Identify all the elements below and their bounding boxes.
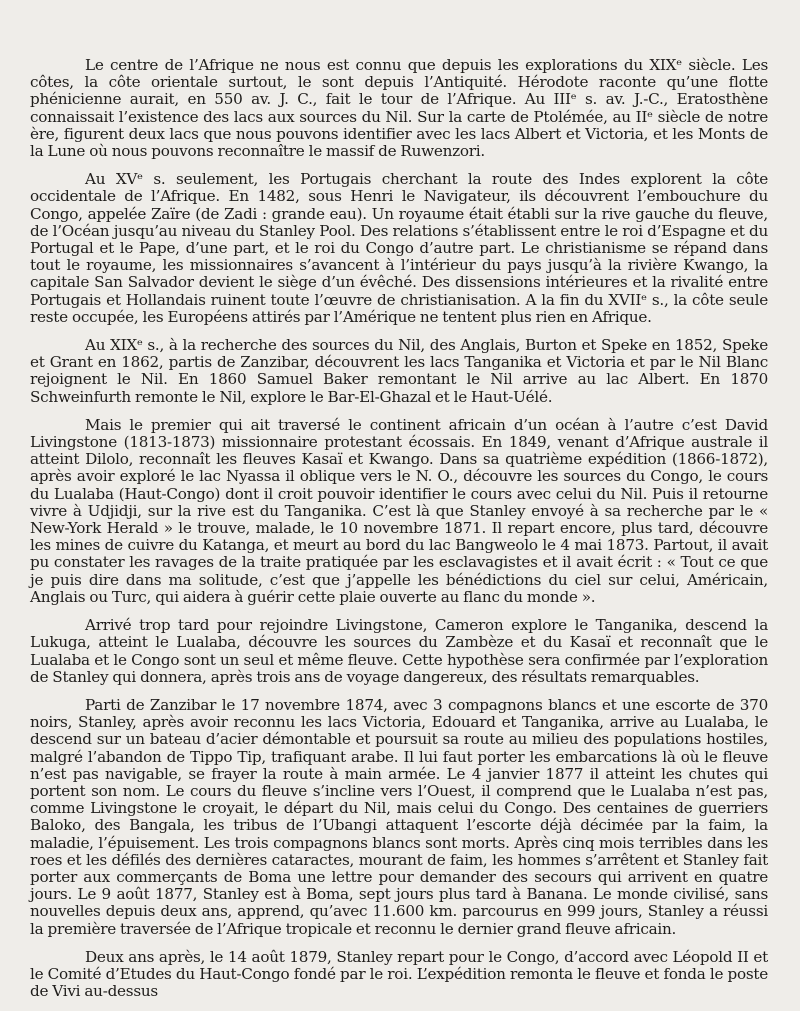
paragraph-nile-sources: Au XIXᵉ s., à la recherche des sources du Nil, des Anglais, Burton et Speke en 1852, Speke et Grant en 1862, partis de Zanzibar, découvrent les lacs Tanganika et Victoria et par le Nil Blanc rejoignent le Nil. En 1860 Samuel Baker remontant le Nil arrive au lac Albert. En 1870 Schweinfurth remonte le Nil, explore le Bar-El-Ghazal et le Haut-Uélé. bbox=[30, 336, 768, 406]
paragraph-cameron: Arrivé trop tard pour rejoindre Livingstone, Cameron explore le Tanganika, descend la Lukuga, atteint le Lualaba, découvre les sources du Zambèze et du Kasaï et reconnaît que le Lualaba et le Congo sont un seul et même fleuve. Cette hypothèse sera confirmée par l’exploration de Stanley qui donnera, après trois ans de voyage dangereux, des résultats remarquables. bbox=[30, 616, 768, 686]
paragraph-livingstone: Mais le premier qui ait traversé le continent africain d’un océan à l’autre c’est David Livingstone (1813-1873) missionnaire protestant écossais. En 1849, venant d’Afrique australe il atteint Dilolo, reconnaît les fleuves Kasaï et Kwango. Dans sa quatrième expédition (1866-1872), après avoir exploré le lac Nyassa il oblique vers le N. O., découvre les sources du Congo, le cours du Lualaba (Haut-Congo) dont il croit pouvoir identifier le cours avec celui du Nil. Puis il retourne vivre à Udjidji, sur la rive est du Tanganika. C’est là que Stanley envoyé à sa recherche par le « New-York Herald » le trouve, malade, le 10 novembre 1871. Il repart encore, plus tard, découvre les mines de cuivre du Katanga, et meurt au bord du lac Bangweolo le 4 mai 1873. Partout, il avait pu constater les ravages de la traite pratiquée par les esclavagistes et il avait écrit : « Tout ce que je puis dire dans ma solitude, c’est que j’appelle les bénédictions du ciel sur celui, Américain, Anglais ou Turc, qui aidera à guérir cette plaie ouverte au flanc du monde ». bbox=[30, 415, 768, 606]
paragraph-stanley-return: Deux ans après, le 14 août 1879, Stanley repart pour le Congo, d’accord avec Léopold II et le Comité d’Etudes du Haut-Congo fondé par le roi. L’expédition remonta le fleuve et fonda le poste de Vivi au-dessus bbox=[30, 947, 768, 1001]
paragraph-antiquity: Le centre de l’Afrique ne nous est connu que depuis les explorations du XIXᵉ siècle. Les côtes, la côte orientale surtout, le sont depuis l’Antiquité. Hérodote raconte qu’une flotte phénicienne aurait, en 550 av. J. C., fait le tour de l’Afrique. Au IIIᵉ s. av. J.-C., Eratosthène connaissait l’existence des lacs aux sources du Nil. Sur la carte de Ptolémée, au IIᵉ siècle de notre ère, figurent deux lacs que nous pouvons identifier avec les lacs Albert et Victoria, et les Monts de la Lune où nous pouvons reconnaître le massif de Ruwenzori. bbox=[30, 56, 768, 161]
body-text bbox=[30, 57, 768, 1011]
paragraph-portuguese: Au XVᵉ s. seulement, les Portugais cherchant la route des Indes explorent la côte occidentale de l’Afrique. En 1482, sous Henri le Navigateur, ils découvrent l’embouchure du Congo, appelée Zaïre (de Zadi : grande eau). Un royaume était établi sur la rive gauche du fleuve, de l’Océan jusqu’au niveau du Stanley Pool. Des relations s’établissent entre le roi d’Espagne et du Portugal et le Pape, d’une part, et le roi du Congo d’autre part. Le christianisme se répand dans tout le royaume, les missionnaires s’avancent à l’intérieur du pays jusqu’à la rivière Kwango, la capitale San Salvador devient le siège d’un évêché. Des dissensions intérieures et la rivalité entre Portugais et Hollandais ruinent toute l’œuvre de christianisation. A la fin du XVIIᵉ s., la côte seule reste occupée, les Européens attirés par l’Amérique ne tentent plus rien en Afrique. bbox=[30, 170, 768, 326]
paragraph-stanley-expedition: Parti de Zanzibar le 17 novembre 1874, avec 3 compagnons blancs et une escorte de 370 noirs, Stanley, après avoir reconnu les lacs Victoria, Edouard et Tanganika, arrive au Lualaba, le descend sur un bateau d’acier démontable et poursuit sa route au milieu des populations hostiles, malgré l’abandon de Tippo Tip, trafiquant arabe. Il lui faut porter les embarcations là où le fleuve n’est pas navigable, se frayer la route à main armée. Le 4 janvier 1877 il atteint les chutes qui portent son nom. Le cours du fleuve s’incline vers l’Ouest, il comprend que le Lualaba n’est pas, comme Livingstone le croyait, le départ du Nil, mais celui du Congo. Des centaines de guerriers Baloko, des Bangala, les tribus de l’Ubangi attaquent l’escorte déjà décimée par la faim, la maladie, l’épuisement. Les trois compagnons blancs sont morts. Après cinq mois terribles dans les roes et les défilés des dernières cataractes, mourant de faim, les hommes s’arrêtent et Stanley fait porter aux commerçants de Boma une lettre pour demander des secours qui arrivent en quatre jours. Le 9 août 1877, Stanley est à Boma, sept jours plus tard à Banana. Le monde civilisé, sans nouvelles depuis deux ans, apprend, qu’avec 11.600 km. parcourus en 999 jours, Stanley a réussi la première traversée de l’Afrique tropicale et reconnu le dernier grand fleuve africain. bbox=[30, 695, 768, 938]
